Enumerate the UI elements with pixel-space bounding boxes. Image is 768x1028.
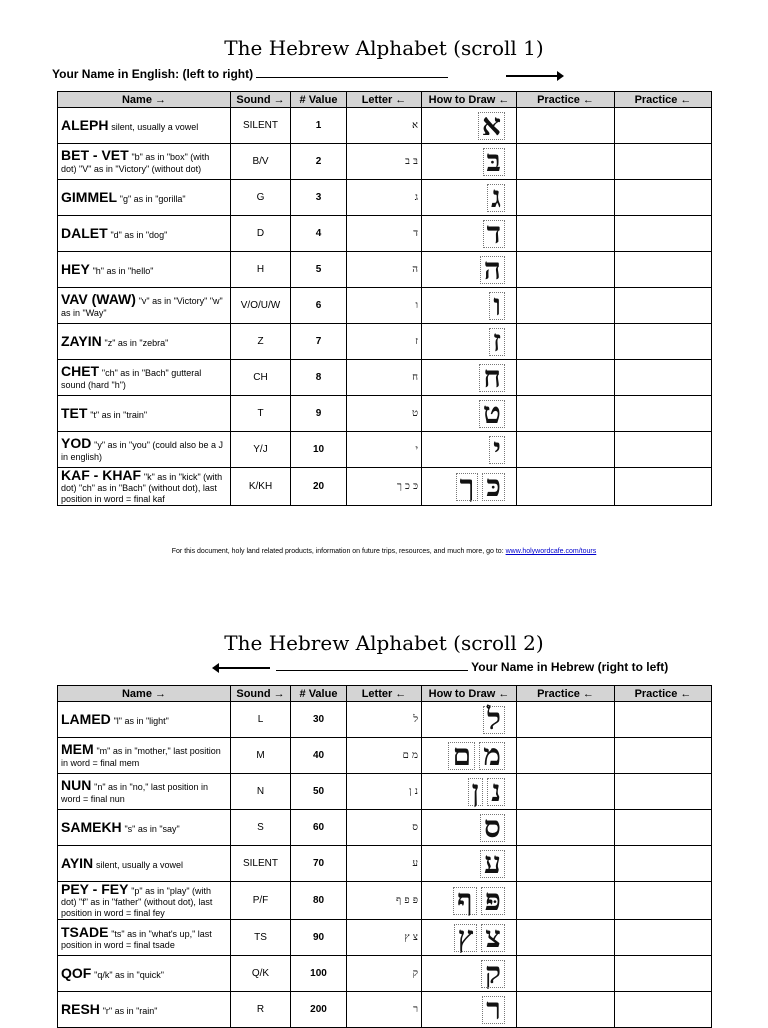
how-to-draw-cell <box>422 774 517 810</box>
scroll1-header-col-letter: Letter ← <box>347 92 422 108</box>
scroll2-header-row <box>58 686 712 702</box>
sound-cell: T <box>231 396 291 432</box>
hebrew-letter-cell: א <box>347 108 422 144</box>
hebrew-letter-cell: ה <box>347 252 422 288</box>
letter-name: TET <box>61 404 88 421</box>
stroke-guide-letter <box>480 253 505 287</box>
sound-cell: G <box>231 180 291 216</box>
table-row <box>58 956 712 992</box>
practice-cell-2[interactable] <box>615 324 712 360</box>
letter-description: "r" as in "rain" <box>102 1006 158 1017</box>
letter-name-cell <box>58 432 231 468</box>
sound-cell: D <box>231 216 291 252</box>
stroke-guide-glyph: ך <box>459 468 475 504</box>
letter-name: RESH <box>61 1001 100 1018</box>
practice-cell-2[interactable] <box>615 252 712 288</box>
letter-name: AYIN <box>61 854 94 871</box>
practice-cell-2[interactable] <box>615 432 712 468</box>
table-row <box>58 324 712 360</box>
letter-description: silent, usually a vowel <box>111 121 199 132</box>
stroke-guide-letter <box>489 433 505 467</box>
scroll1-header-col-value: # Value <box>291 92 347 108</box>
stroke-guide-letter <box>479 361 505 395</box>
sound-cell: H <box>231 252 291 288</box>
sound-cell: V/O/U/W <box>231 288 291 324</box>
hebrew-letter-cell: צ ץ <box>347 920 422 956</box>
table-row <box>58 360 712 396</box>
practice-cell-2[interactable] <box>615 396 712 432</box>
table-row <box>58 216 712 252</box>
letter-description: "v" as in "Victory" "w" as in "Way" <box>61 296 223 318</box>
letter-name-cell <box>58 992 231 1028</box>
value-cell: 6 <box>291 288 347 324</box>
hebrew-letter-cell: ו <box>347 288 422 324</box>
scroll1-header-row <box>58 92 712 108</box>
practice-cell-1[interactable] <box>517 288 615 324</box>
letter-name: ZAYIN <box>61 332 102 349</box>
scroll2-header-col-how-to-draw: How to Draw ← <box>422 686 517 702</box>
stroke-guide-glyph: ז <box>492 323 501 359</box>
letter-description: "l" as in "light" <box>113 715 169 726</box>
scroll2-header-col-practice-2: Practice ← <box>615 686 712 702</box>
letter-name: CHET <box>61 363 100 380</box>
letter-description: "b" as in "box" (with dot) "V" as in "Victory" (without dot) <box>61 152 210 174</box>
letter-name: KAF - KHAF <box>61 467 142 483</box>
letter-name: BET - VET <box>61 147 129 164</box>
letter-description: "p" as in "play" (with dot) "f" as in "father" (without dot), last position in word = final fey <box>61 886 213 919</box>
practice-cell-1[interactable] <box>517 702 615 738</box>
letter-name: DALET <box>61 224 108 241</box>
value-cell: 10 <box>291 432 347 468</box>
value-cell: 30 <box>291 702 347 738</box>
letter-description: "n" as in "no," last position in word = final nun <box>61 782 208 804</box>
letter-name-cell <box>58 252 231 288</box>
sound-cell: S <box>231 810 291 846</box>
letter-name-cell <box>58 288 231 324</box>
table-row <box>58 774 712 810</box>
letter-description: "y" as in "you" (could also be a J in english) <box>61 440 223 462</box>
practice-cell-1[interactable] <box>517 144 615 180</box>
practice-cell-1[interactable] <box>517 468 615 506</box>
english-name-line <box>52 67 448 81</box>
letter-name: SAMEKH <box>61 818 122 835</box>
stroke-guide-letter <box>468 775 484 809</box>
table-row <box>58 180 712 216</box>
practice-cell-1[interactable] <box>517 956 615 992</box>
practice-cell-2[interactable] <box>615 702 712 738</box>
practice-cell-2[interactable] <box>615 846 712 882</box>
stroke-guide-letter <box>481 921 505 955</box>
footer-note <box>0 548 768 555</box>
stroke-guide-letter <box>482 993 505 1027</box>
value-cell: 100 <box>291 956 347 992</box>
how-to-draw-cell <box>422 846 517 882</box>
stroke-guide-letter <box>453 884 477 918</box>
stroke-guide-glyph: ל <box>486 701 501 737</box>
hebrew-letter-cell: ע <box>347 846 422 882</box>
sound-cell: SILENT <box>231 846 291 882</box>
letter-name-cell <box>58 396 231 432</box>
letter-name-cell <box>58 702 231 738</box>
hebrew-name-blank[interactable] <box>276 660 468 671</box>
sound-cell: SILENT <box>231 108 291 144</box>
how-to-draw-cell <box>422 702 517 738</box>
stroke-guide-glyph: נ <box>491 773 501 809</box>
stroke-guide-letter <box>480 847 505 881</box>
hebrew-letter-cell: י <box>347 432 422 468</box>
practice-cell-2[interactable] <box>615 882 712 920</box>
letter-description: silent, usually a vowel <box>95 859 183 870</box>
letter-name: NUN <box>61 777 92 794</box>
practice-cell-2[interactable] <box>615 810 712 846</box>
stroke-guide-glyph: ם <box>452 737 472 773</box>
value-cell: 20 <box>291 468 347 506</box>
value-cell: 4 <box>291 216 347 252</box>
practice-cell-2[interactable] <box>615 774 712 810</box>
hebrew-name-label: Your Name in Hebrew (right to left) <box>471 660 669 674</box>
stroke-guide-glyph: ו <box>493 287 501 323</box>
stroke-guide-letter <box>487 775 505 809</box>
practice-cell-1[interactable] <box>517 324 615 360</box>
sound-cell: B/V <box>231 144 291 180</box>
letter-name: ALEPH <box>61 116 109 133</box>
right-arrow-icon <box>506 75 558 77</box>
value-cell: 5 <box>291 252 347 288</box>
scroll2-header-col-name: Name → <box>58 686 231 702</box>
how-to-draw-cell <box>422 216 517 252</box>
stroke-guide-letter <box>487 181 505 215</box>
how-to-draw-cell <box>422 992 517 1028</box>
hebrew-letter-cell: ז <box>347 324 422 360</box>
hebrew-letter-cell: ט <box>347 396 422 432</box>
how-to-draw-cell <box>422 468 517 506</box>
hebrew-letter-cell: נ ן <box>347 774 422 810</box>
letter-name-cell <box>58 468 231 506</box>
letter-description: "h" as in "hello" <box>92 265 154 276</box>
practice-cell-1[interactable] <box>517 992 615 1028</box>
hebrew-letter-cell: ד <box>347 216 422 252</box>
table-row <box>58 432 712 468</box>
value-cell: 40 <box>291 738 347 774</box>
stroke-guide-glyph: י <box>493 431 501 467</box>
sound-cell: Z <box>231 324 291 360</box>
stroke-guide-glyph: ה <box>483 251 501 287</box>
table-row <box>58 702 712 738</box>
value-cell: 50 <box>291 774 347 810</box>
sound-cell: TS <box>231 920 291 956</box>
practice-cell-1[interactable] <box>517 920 615 956</box>
letter-description: "s" as in "say" <box>124 823 180 834</box>
sound-cell: Y/J <box>231 432 291 468</box>
letter-name-cell <box>58 324 231 360</box>
table-row <box>58 108 712 144</box>
stroke-guide-glyph: ע <box>484 845 501 881</box>
letter-name-cell <box>58 920 231 956</box>
how-to-draw-cell <box>422 108 517 144</box>
sound-cell: Q/K <box>231 956 291 992</box>
stroke-guide-letter <box>479 397 505 431</box>
letter-description: "g" as in "gorilla" <box>119 193 186 204</box>
stroke-guide-glyph: מ <box>483 737 501 773</box>
how-to-draw-cell <box>422 360 517 396</box>
how-to-draw-cell <box>422 920 517 956</box>
english-name-label: Your Name in English: (left to right) <box>52 67 254 81</box>
letter-name: GIMMEL <box>61 188 117 205</box>
stroke-guide-letter <box>454 921 478 955</box>
practice-cell-1[interactable] <box>517 180 615 216</box>
stroke-guide-letter <box>479 739 505 773</box>
scroll1-header-col-sound: Sound → <box>231 92 291 108</box>
letter-description: "z" as in "zebra" <box>104 337 169 348</box>
hebrew-letter-cell: ס <box>347 810 422 846</box>
table-row <box>58 882 712 920</box>
scroll2-title: The Hebrew Alphabet (scroll 2) <box>224 631 544 655</box>
table-row <box>58 252 712 288</box>
footer-text: For this document, holy land related products, information on future trips, resources, and much more, go to: <box>171 548 504 555</box>
sound-cell: P/F <box>231 882 291 920</box>
practice-cell-1[interactable] <box>517 108 615 144</box>
value-cell: 200 <box>291 992 347 1028</box>
footer-link[interactable]: www.holywordcafe.com/tours <box>505 548 597 555</box>
stroke-guide-letter <box>483 703 505 737</box>
how-to-draw-cell <box>422 956 517 992</box>
table-row <box>58 810 712 846</box>
letter-name: MEM <box>61 741 94 758</box>
letter-description: "d" as in "dog" <box>110 229 168 240</box>
practice-cell-2[interactable] <box>615 216 712 252</box>
value-cell: 60 <box>291 810 347 846</box>
scroll2-header-col-letter: Letter ← <box>347 686 422 702</box>
practice-cell-1[interactable] <box>517 810 615 846</box>
letter-name: YOD <box>61 435 92 452</box>
practice-cell-1[interactable] <box>517 738 615 774</box>
stroke-guide-letter <box>481 884 505 918</box>
value-cell: 9 <box>291 396 347 432</box>
stroke-guide-letter <box>483 217 505 251</box>
stroke-guide-letter <box>478 109 505 143</box>
scroll1-header-col-name: Name → <box>58 92 231 108</box>
hebrew-letter-cell: ל <box>347 702 422 738</box>
stroke-guide-letter <box>489 289 505 323</box>
practice-cell-1[interactable] <box>517 882 615 920</box>
practice-cell-2[interactable] <box>615 468 712 506</box>
letter-name-cell <box>58 738 231 774</box>
stroke-guide-letter <box>480 811 505 845</box>
letter-description: "k" as in "kick" (with dot) "ch" as in "Bach" (without dot), last position in word = final kaf <box>61 472 223 505</box>
letter-name-cell <box>58 108 231 144</box>
hebrew-letter-cell: ר <box>347 992 422 1028</box>
letter-name: LAMED <box>61 710 111 727</box>
sound-cell: M <box>231 738 291 774</box>
sound-cell: K/KH <box>231 468 291 506</box>
stroke-guide-glyph: צ <box>485 919 501 955</box>
practice-cell-2[interactable] <box>615 288 712 324</box>
value-cell: 7 <box>291 324 347 360</box>
hebrew-letter-cell: פּ פ ף <box>347 882 422 920</box>
table-row <box>58 396 712 432</box>
letter-name-cell <box>58 846 231 882</box>
table-row <box>58 738 712 774</box>
hebrew-letter-cell: ג <box>347 180 422 216</box>
practice-cell-2[interactable] <box>615 108 712 144</box>
hebrew-letter-cell: כּ כ ך <box>347 468 422 506</box>
stroke-guide-glyph: ס <box>483 809 501 845</box>
practice-cell-2[interactable] <box>615 920 712 956</box>
stroke-guide-glyph: א <box>481 107 501 143</box>
value-cell: 8 <box>291 360 347 396</box>
table-row <box>58 468 712 506</box>
hebrew-letter-cell: ח <box>347 360 422 396</box>
value-cell: 90 <box>291 920 347 956</box>
sound-cell: N <box>231 774 291 810</box>
how-to-draw-cell <box>422 180 517 216</box>
how-to-draw-cell <box>422 288 517 324</box>
stroke-guide-glyph: בּ <box>486 143 501 179</box>
practice-cell-2[interactable] <box>615 738 712 774</box>
table-row <box>58 920 712 956</box>
stroke-guide-glyph: ץ <box>457 919 474 955</box>
practice-cell-1[interactable] <box>517 396 615 432</box>
how-to-draw-cell <box>422 882 517 920</box>
letter-name: HEY <box>61 260 90 277</box>
stroke-guide-glyph: ג <box>491 179 501 215</box>
letter-name-cell <box>58 882 231 920</box>
how-to-draw-cell <box>422 396 517 432</box>
scroll2-table <box>57 685 712 1028</box>
sound-cell: R <box>231 992 291 1028</box>
sound-cell: CH <box>231 360 291 396</box>
how-to-draw-cell <box>422 252 517 288</box>
scroll2-header-col-practice-1: Practice ← <box>517 686 615 702</box>
table-row <box>58 992 712 1028</box>
stroke-guide-glyph: ט <box>482 395 501 431</box>
scroll1-header-col-practice-1: Practice ← <box>517 92 615 108</box>
practice-cell-1[interactable] <box>517 252 615 288</box>
stroke-guide-letter <box>483 145 505 179</box>
practice-cell-1[interactable] <box>517 846 615 882</box>
value-cell: 2 <box>291 144 347 180</box>
english-name-blank[interactable] <box>256 67 448 78</box>
letter-name-cell <box>58 360 231 396</box>
how-to-draw-cell <box>422 432 517 468</box>
table-row <box>58 846 712 882</box>
letter-description: "m" as in "mother," last position in word = final mem <box>61 746 221 768</box>
stroke-guide-glyph: ד <box>486 215 501 251</box>
left-arrow-icon <box>218 667 270 669</box>
scroll2-header-col-value: # Value <box>291 686 347 702</box>
practice-cell-1[interactable] <box>517 216 615 252</box>
stroke-guide-glyph: ק <box>484 955 501 991</box>
stroke-guide-glyph: ח <box>483 359 501 395</box>
scroll1-header-col-practice-2: Practice ← <box>615 92 712 108</box>
letter-description: "ch" as in "Bach" gutteral sound (hard "h") <box>61 368 202 390</box>
practice-cell-2[interactable] <box>615 180 712 216</box>
letter-name: TSADE <box>61 923 109 940</box>
value-cell: 70 <box>291 846 347 882</box>
letter-description: "t" as in "train" <box>90 409 148 420</box>
how-to-draw-cell <box>422 324 517 360</box>
letter-description: "ts" as in "what's up," last position in word = final tsade <box>61 928 212 951</box>
how-to-draw-cell <box>422 810 517 846</box>
stroke-guide-letter <box>448 739 475 773</box>
value-cell: 1 <box>291 108 347 144</box>
practice-cell-2[interactable] <box>615 144 712 180</box>
hebrew-letter-cell: ק <box>347 956 422 992</box>
stroke-guide-glyph: ף <box>457 882 473 918</box>
hebrew-letter-cell: מ ם <box>347 738 422 774</box>
practice-cell-2[interactable] <box>615 360 712 396</box>
stroke-guide-letter <box>481 957 505 991</box>
stroke-guide-glyph: כּ <box>486 468 501 504</box>
scroll1-title: The Hebrew Alphabet (scroll 1) <box>224 36 544 60</box>
scroll1-header-col-how-to-draw: How to Draw ← <box>422 92 517 108</box>
letter-name-cell <box>58 180 231 216</box>
letter-name-cell <box>58 144 231 180</box>
letter-name: VAV (WAW) <box>61 291 136 308</box>
scroll2-header-col-sound: Sound → <box>231 686 291 702</box>
letter-name: QOF <box>61 965 92 982</box>
practice-cell-1[interactable] <box>517 432 615 468</box>
stroke-guide-glyph: ר <box>486 991 501 1027</box>
letter-name-cell <box>58 956 231 992</box>
practice-cell-1[interactable] <box>517 360 615 396</box>
value-cell: 3 <box>291 180 347 216</box>
stroke-guide-glyph: ן <box>471 773 480 809</box>
how-to-draw-cell <box>422 144 517 180</box>
how-to-draw-cell <box>422 738 517 774</box>
value-cell: 80 <box>291 882 347 920</box>
table-row <box>58 288 712 324</box>
stroke-guide-letter <box>489 325 505 359</box>
letter-name: PEY - FEY <box>61 881 129 897</box>
letter-name-cell <box>58 216 231 252</box>
letter-description: "q/k" as in "quick" <box>94 970 164 981</box>
practice-cell-1[interactable] <box>517 774 615 810</box>
sound-cell: L <box>231 702 291 738</box>
table-row <box>58 144 712 180</box>
letter-name-cell <box>58 810 231 846</box>
scroll1-table <box>57 91 712 506</box>
stroke-guide-letter <box>456 470 479 504</box>
practice-cell-2[interactable] <box>615 992 712 1028</box>
hebrew-letter-cell: בּ ב <box>347 144 422 180</box>
letter-name-cell <box>58 774 231 810</box>
stroke-guide-glyph: פּ <box>484 882 501 918</box>
practice-cell-2[interactable] <box>615 956 712 992</box>
stroke-guide-letter <box>482 470 505 504</box>
hebrew-name-line <box>276 660 668 674</box>
